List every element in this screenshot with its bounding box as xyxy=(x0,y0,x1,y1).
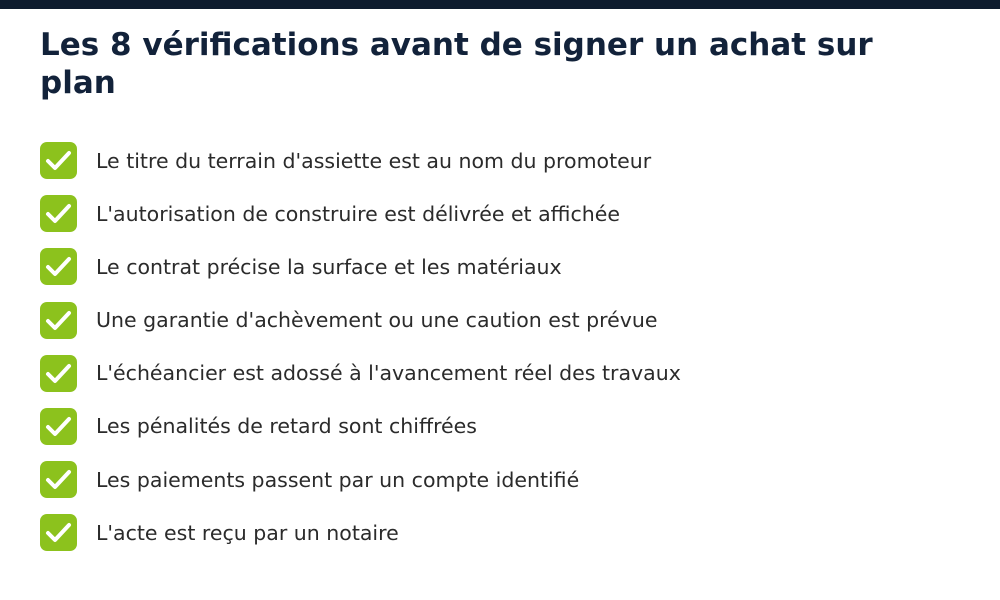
checklist-item xyxy=(40,514,681,551)
checklist-item-label: L'échéancier est adossé à l'avancement réel des travaux xyxy=(96,361,681,386)
checklist-item xyxy=(40,302,681,339)
checkmark-icon xyxy=(40,355,77,392)
checkmark-icon xyxy=(40,514,77,551)
checklist-item xyxy=(40,142,681,179)
checklist-item xyxy=(40,248,681,285)
checklist-item-label: L'acte est reçu par un notaire xyxy=(96,520,399,545)
checkmark-icon xyxy=(40,408,77,445)
checkmark-icon xyxy=(40,302,77,339)
checkmark-icon xyxy=(40,461,77,498)
checklist-item-label: Les pénalités de retard sont chiffrées xyxy=(96,414,477,439)
top-accent-bar xyxy=(0,0,1000,9)
checkmark-icon xyxy=(40,142,77,179)
checklist-item-label: Les paiements passent par un compte identifié xyxy=(96,467,580,492)
checklist-item-label: Une garantie d'achèvement ou une caution est prévue xyxy=(96,308,658,333)
checklist-item xyxy=(40,408,681,445)
checklist-item xyxy=(40,195,681,232)
checklist xyxy=(40,142,681,568)
checklist-item xyxy=(40,461,681,498)
checkmark-icon xyxy=(40,248,77,285)
checkmark-icon xyxy=(40,195,77,232)
checklist-item-label: Le contrat précise la surface et les matériaux xyxy=(96,254,562,279)
checklist-item-label: Le titre du terrain d'assiette est au nom du promoteur xyxy=(96,148,652,173)
checklist-item xyxy=(40,355,681,392)
page-title: Les 8 vérifications avant de signer un achat sur plan xyxy=(40,27,873,101)
checklist-item-label: L'autorisation de construire est délivrée et affichée xyxy=(96,201,620,226)
